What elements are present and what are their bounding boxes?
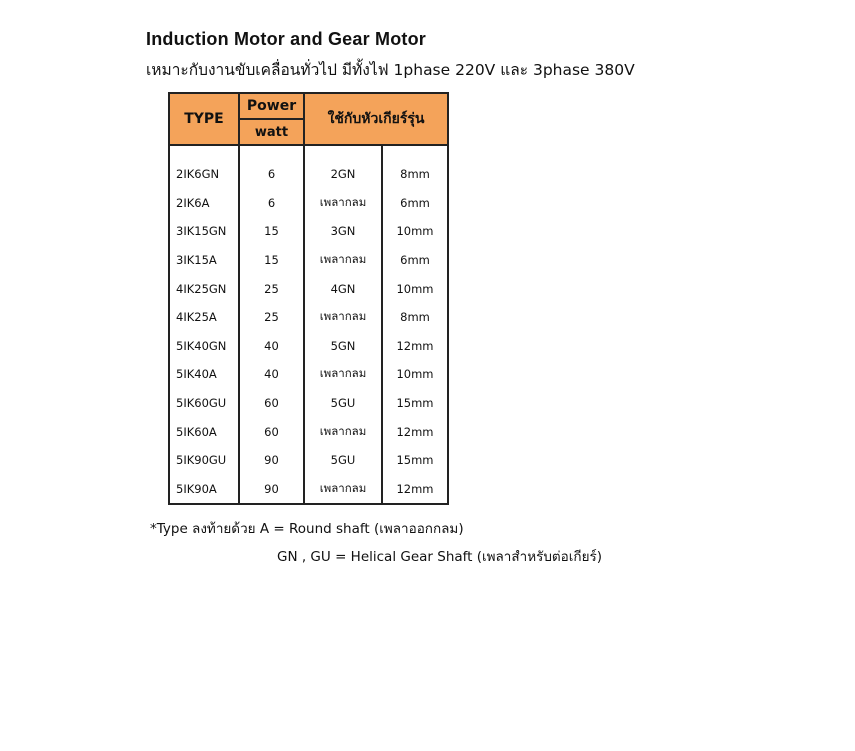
type-cell: 5IK60A <box>169 417 239 446</box>
gear-cell: เพลากลม <box>304 360 382 389</box>
shaft-cell: 12mm <box>382 475 448 505</box>
footnote-helical-shaft: GN , GU = Helical Gear Shaft (เพลาสำหรับต่อเกียร์) <box>277 549 603 565</box>
shaft-cell: 10mm <box>382 360 448 389</box>
table-row <box>169 217 448 246</box>
gear-cell: เพลากลม <box>304 189 382 218</box>
header-gear-model: ใช้กับหัวเกียร์รุ่น <box>304 93 448 145</box>
shaft-cell: 15mm <box>382 389 448 418</box>
type-cell: 5IK40GN <box>169 332 239 361</box>
shaft-cell: 6mm <box>382 189 448 218</box>
motor-spec-table <box>168 92 449 505</box>
table-row <box>169 189 448 218</box>
type-cell: 3IK15A <box>169 246 239 275</box>
type-cell: 5IK60GU <box>169 389 239 418</box>
gear-cell: เพลากลม <box>304 246 382 275</box>
watt-cell: 60 <box>239 417 304 446</box>
shaft-cell: 12mm <box>382 332 448 361</box>
type-cell: 5IK90GU <box>169 446 239 475</box>
header-power: Power <box>239 93 304 119</box>
type-cell: 2IK6GN <box>169 160 239 189</box>
watt-cell: 25 <box>239 274 304 303</box>
watt-cell: 15 <box>239 246 304 275</box>
shaft-cell: 10mm <box>382 217 448 246</box>
watt-cell: 90 <box>239 475 304 505</box>
type-cell: 2IK6A <box>169 189 239 218</box>
type-cell: 5IK90A <box>169 475 239 505</box>
page-title: Induction Motor and Gear Motor <box>146 29 426 49</box>
spacer-cell <box>169 145 239 160</box>
table-row <box>169 389 448 418</box>
gear-cell: 4GN <box>304 274 382 303</box>
table-row <box>169 360 448 389</box>
spacer-cell <box>239 145 304 160</box>
gear-cell: เพลากลม <box>304 303 382 332</box>
table-spacer-row <box>169 145 448 160</box>
type-cell: 3IK15GN <box>169 217 239 246</box>
table-row <box>169 274 448 303</box>
header-type: TYPE <box>169 93 239 145</box>
type-cell: 5IK40A <box>169 360 239 389</box>
watt-cell: 60 <box>239 389 304 418</box>
gear-cell: เพลากลม <box>304 475 382 505</box>
table-row <box>169 246 448 275</box>
gear-cell: 5GU <box>304 446 382 475</box>
table-row <box>169 332 448 361</box>
shaft-cell: 8mm <box>382 160 448 189</box>
table-row <box>169 417 448 446</box>
gear-cell: 3GN <box>304 217 382 246</box>
watt-cell: 6 <box>239 160 304 189</box>
type-cell: 4IK25GN <box>169 274 239 303</box>
spacer-cell <box>304 145 382 160</box>
watt-cell: 90 <box>239 446 304 475</box>
table-body <box>169 145 448 504</box>
shaft-cell: 6mm <box>382 246 448 275</box>
shaft-cell: 12mm <box>382 417 448 446</box>
spacer-cell <box>382 145 448 160</box>
watt-cell: 25 <box>239 303 304 332</box>
table-row <box>169 303 448 332</box>
watt-cell: 40 <box>239 332 304 361</box>
watt-cell: 6 <box>239 189 304 218</box>
watt-cell: 15 <box>239 217 304 246</box>
shaft-cell: 15mm <box>382 446 448 475</box>
gear-cell: 2GN <box>304 160 382 189</box>
type-cell: 4IK25A <box>169 303 239 332</box>
page-subtitle: เหมาะกับงานขับเคลื่อนทั่วไป มีทั้งไฟ 1phase 220V และ 3phase 380V <box>146 61 635 79</box>
shaft-cell: 8mm <box>382 303 448 332</box>
footnote-round-shaft: *Type ลงท้ายด้วย A = Round shaft (เพลาออกกลม) <box>150 521 464 537</box>
gear-cell: เพลากลม <box>304 417 382 446</box>
header-watt: watt <box>239 119 304 145</box>
shaft-cell: 10mm <box>382 274 448 303</box>
gear-cell: 5GN <box>304 332 382 361</box>
table-row <box>169 475 448 505</box>
table-row <box>169 446 448 475</box>
watt-cell: 40 <box>239 360 304 389</box>
table-row <box>169 160 448 189</box>
gear-cell: 5GU <box>304 389 382 418</box>
